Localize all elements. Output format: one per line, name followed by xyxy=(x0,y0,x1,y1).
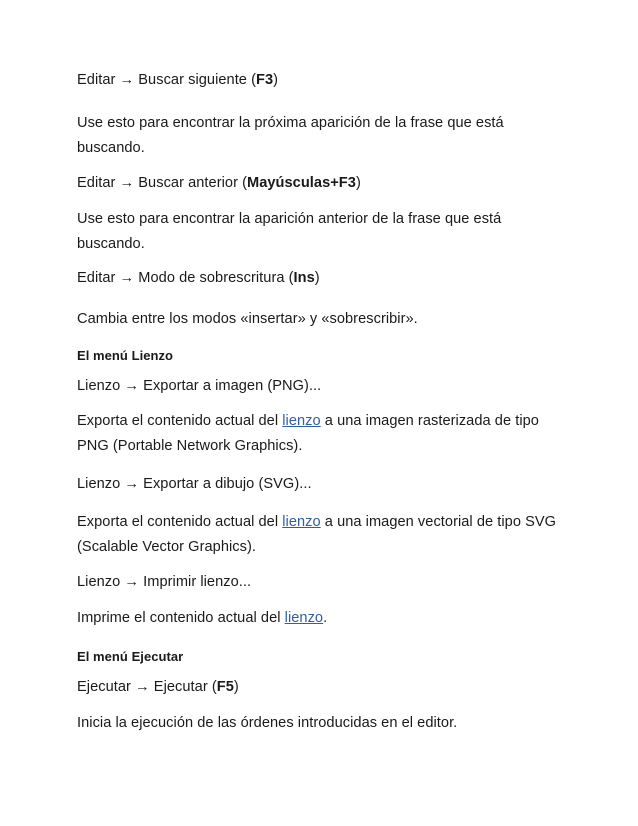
menu-entry-text: Editar → Buscar siguiente ( xyxy=(77,72,256,88)
description-print-canvas xyxy=(77,606,577,631)
menu-entry-text: Ejecutar → Ejecutar ( xyxy=(77,679,217,695)
shortcut-key: F5 xyxy=(216,679,234,695)
link-lienzo[interactable]: lienzo xyxy=(282,514,321,530)
description-line xyxy=(77,510,577,535)
menu-entry-export-png xyxy=(77,374,577,399)
description-overwrite-mode xyxy=(77,307,577,332)
text-run: a una imagen vectorial de tipo SVG xyxy=(320,514,557,530)
text-run: . xyxy=(323,610,328,626)
description-line: (Scalable Vector Graphics). xyxy=(77,539,256,555)
description-run xyxy=(77,711,577,736)
description-line: buscando. xyxy=(77,140,145,156)
text-run: Exporta el contenido actual del xyxy=(77,514,283,530)
menu-entry-close: ) xyxy=(233,679,239,695)
link-lienzo[interactable]: lienzo xyxy=(284,610,324,626)
description-find-previous xyxy=(77,207,577,257)
shortcut-key: F3 xyxy=(255,72,274,88)
shortcut-key: Ins xyxy=(293,270,315,286)
menu-entry-find-next xyxy=(77,68,577,93)
description-export-png xyxy=(77,409,577,459)
text-run: Exporta el contenido actual del xyxy=(77,413,283,429)
menu-entry-text: Editar → Modo de sobrescritura ( xyxy=(77,270,294,286)
menu-entry-run xyxy=(77,675,577,700)
text-run: Imprime el contenido actual del xyxy=(77,610,285,626)
menu-entry-text: Lienzo → Imprimir lienzo... xyxy=(77,574,252,590)
section-heading-canvas: El menú Lienzo xyxy=(77,348,174,363)
menu-entry-print-canvas xyxy=(77,570,577,595)
menu-entry-export-svg xyxy=(77,472,577,497)
menu-entry-text: Editar → Buscar anterior ( xyxy=(77,175,247,191)
menu-entry-close: ) xyxy=(355,175,361,191)
description-line xyxy=(77,409,577,434)
description-line: Use esto para encontrar la próxima aparición de la frase que está xyxy=(77,115,504,131)
description-export-svg xyxy=(77,510,577,560)
text-run: a una imagen rasterizada de tipo xyxy=(320,413,539,429)
description-find-next xyxy=(77,111,577,161)
section-heading-run: El menú Ejecutar xyxy=(77,649,184,664)
shortcut-key: Mayúsculas+F3 xyxy=(247,175,356,191)
menu-entry-text: Lienzo → Exportar a dibujo (SVG)... xyxy=(77,476,312,492)
link-lienzo[interactable]: lienzo xyxy=(282,413,321,429)
description-text: Inicia la ejecución de las órdenes introducidas en el editor. xyxy=(77,715,458,731)
menu-entry-close: ) xyxy=(314,270,320,286)
description-line: Use esto para encontrar la aparición anterior de la frase que está xyxy=(77,211,502,227)
menu-entry-close: ) xyxy=(273,72,279,88)
description-line: PNG (Portable Network Graphics). xyxy=(77,438,303,454)
menu-entry-text: Lienzo → Exportar a imagen (PNG)... xyxy=(77,378,322,394)
menu-entry-overwrite-mode xyxy=(77,266,577,291)
description-text: Cambia entre los modos «insertar» y «sobrescribir». xyxy=(77,311,418,327)
menu-entry-find-previous xyxy=(77,171,577,196)
description-line: buscando. xyxy=(77,236,145,252)
